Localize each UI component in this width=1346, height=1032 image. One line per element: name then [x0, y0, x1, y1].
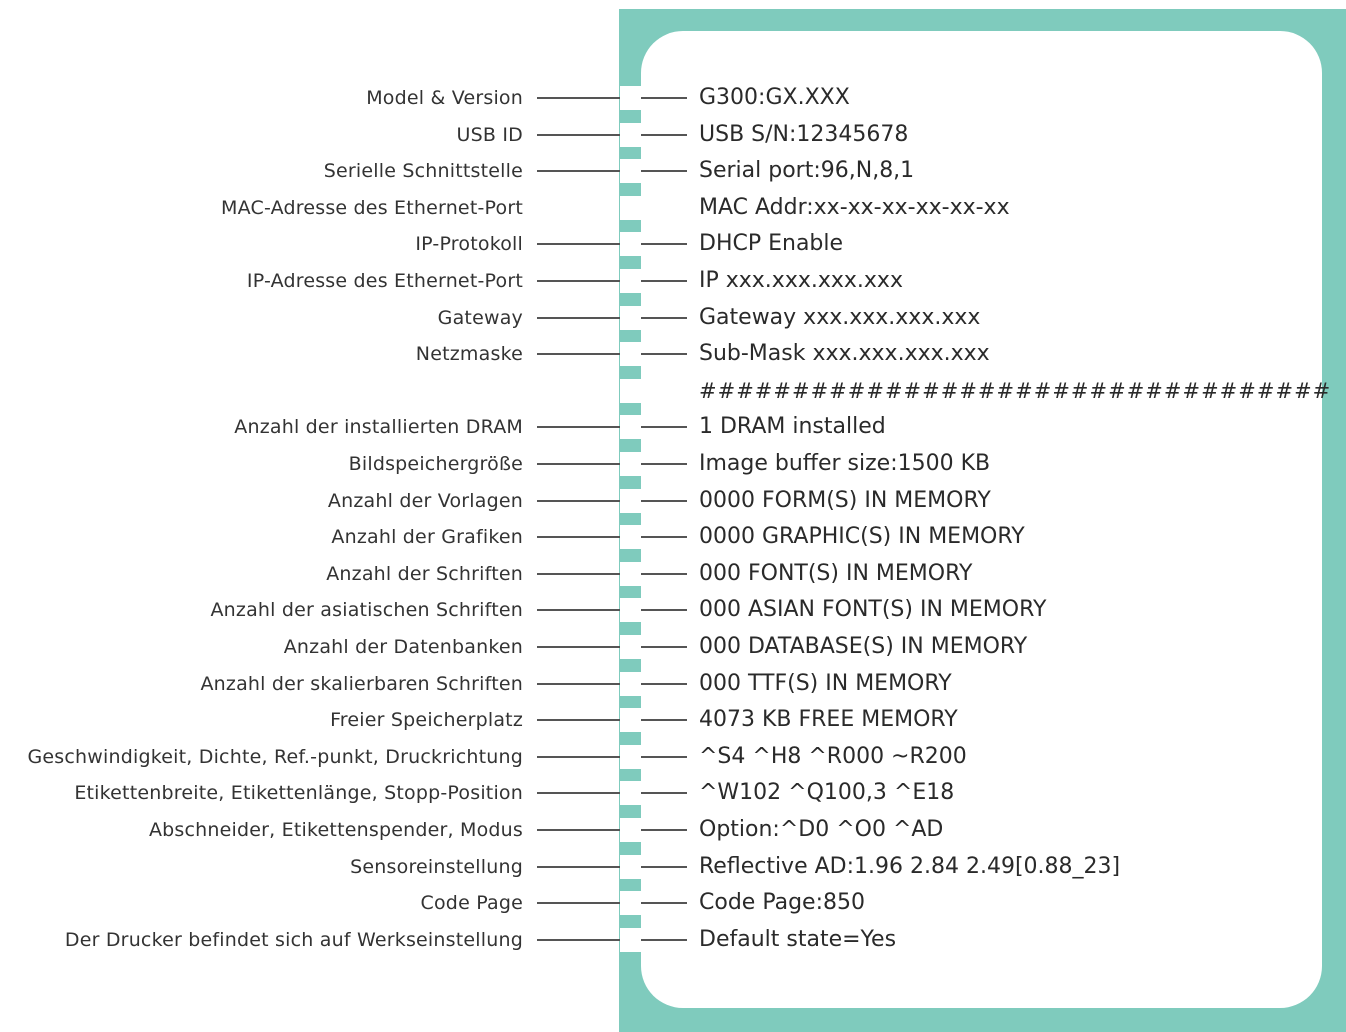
config-row: [0, 922, 1346, 958]
leader-line-right: [641, 792, 687, 794]
row-label: IP-Protokoll: [415, 233, 523, 256]
leader-line-right: [641, 939, 687, 941]
config-row: [0, 666, 1346, 702]
frame-notch: [620, 562, 641, 586]
leader-line-left: [537, 573, 620, 575]
config-row: [0, 519, 1346, 555]
leader-line-left: [537, 902, 620, 904]
frame-notch: [620, 86, 641, 110]
row-label: Anzahl der asiatischen Schriften: [210, 599, 523, 622]
row-label: USB ID: [456, 123, 523, 146]
row-value: 1 DRAM installed: [699, 414, 886, 440]
leader-line-left: [537, 500, 620, 502]
leader-line-right: [641, 353, 687, 355]
frame-notch: [620, 489, 641, 513]
leader-line-right: [641, 134, 687, 136]
row-value: 000 FONT(S) IN MEMORY: [699, 560, 973, 586]
config-row: [0, 190, 1346, 226]
row-label: Bildspeichergröße: [348, 453, 523, 475]
row-value: Gateway xxx.xxx.xxx.xxx: [699, 304, 981, 330]
leader-line-left: [537, 170, 620, 172]
config-row: [0, 300, 1346, 336]
leader-line-left: [537, 719, 620, 721]
row-value: 000 DATABASE(S) IN MEMORY: [699, 634, 1028, 659]
frame-notch: [620, 635, 641, 659]
row-value: Image buffer size:1500 KB: [699, 451, 991, 476]
row-label: Geschwindigkeit, Dichte, Ref.-punkt, Druckrichtung: [27, 745, 523, 768]
row-value: Code Page:850: [699, 890, 865, 916]
leader-line-right: [641, 719, 687, 721]
config-row: [0, 483, 1346, 519]
config-row: [0, 373, 1346, 409]
row-value: ^S4 ^H8 ^R000 ~R200: [699, 743, 967, 769]
config-row: [0, 592, 1346, 628]
config-row: [0, 446, 1346, 482]
leader-line-right: [641, 866, 687, 868]
row-value: Default state=Yes: [699, 926, 897, 952]
leader-line-left: [537, 609, 620, 611]
leader-line-right: [641, 317, 687, 319]
row-value: G300:GX.XXX: [699, 85, 850, 110]
leader-line-left: [537, 866, 620, 868]
frame-notch: [620, 379, 641, 403]
config-row: [0, 739, 1346, 775]
leader-line-left: [537, 243, 620, 245]
config-row: [0, 409, 1346, 445]
config-row: [0, 263, 1346, 299]
row-value: USB S/N:12345678: [699, 121, 909, 147]
frame-notch: [620, 415, 641, 439]
config-row: [0, 556, 1346, 592]
frame-notch: [620, 269, 641, 293]
config-row: [0, 885, 1346, 921]
row-label: Model & Version: [366, 87, 523, 109]
leader-line-left: [537, 280, 620, 282]
row-value: Reflective AD:1.96 2.84 2.49[0.88_23]: [699, 853, 1121, 879]
frame-notch: [620, 672, 641, 696]
leader-line-right: [641, 609, 687, 611]
config-row: [0, 80, 1346, 116]
leader-line-left: [537, 939, 620, 941]
frame-notch: [620, 123, 641, 147]
frame-notch: [620, 891, 641, 915]
leader-line-right: [641, 243, 687, 245]
frame-notch: [620, 928, 641, 952]
leader-line-right: [641, 573, 687, 575]
row-value: 4073 KB FREE MEMORY: [699, 707, 958, 733]
row-label: Der Drucker befindet sich auf Werkseinstellung: [64, 928, 523, 951]
config-row: [0, 702, 1346, 738]
row-label: Anzahl der installierten DRAM: [234, 416, 523, 439]
row-value: IP xxx.xxx.xxx.xxx: [699, 268, 903, 293]
row-value: Serial port:96,N,8,1: [699, 158, 915, 184]
row-value: 000 ASIAN FONT(S) IN MEMORY: [699, 597, 1047, 623]
row-label: Abschneider, Etikettenspender, Modus: [148, 819, 523, 841]
leader-line-left: [537, 792, 620, 794]
frame-notch: [620, 855, 641, 879]
frame-notch: [620, 342, 641, 366]
config-row: [0, 117, 1346, 153]
frame-notch: [620, 525, 641, 549]
row-value: 000 TTF(S) IN MEMORY: [699, 670, 952, 696]
config-row: [0, 849, 1346, 885]
row-label: Anzahl der Datenbanken: [283, 636, 523, 658]
row-label: Gateway: [437, 306, 523, 329]
leader-line-right: [641, 646, 687, 648]
config-row: [0, 226, 1346, 262]
config-row: [0, 812, 1346, 848]
row-label: Code Page: [420, 892, 523, 915]
leader-line-left: [537, 646, 620, 648]
leader-line-right: [641, 829, 687, 831]
row-label: Sensoreinstellung: [350, 855, 523, 878]
row-label: Anzahl der Vorlagen: [327, 489, 523, 512]
frame-notch: [620, 306, 641, 330]
leader-line-left: [537, 463, 620, 465]
leader-line-right: [641, 426, 687, 428]
leader-line-right: [641, 280, 687, 282]
row-value: MAC Addr:xx-xx-xx-xx-xx-xx: [699, 194, 1010, 220]
frame-notch: [620, 818, 641, 842]
config-row: [0, 775, 1346, 811]
frame-notch: [620, 781, 641, 805]
row-value: 0000 GRAPHIC(S) IN MEMORY: [699, 524, 1025, 550]
config-row: [0, 629, 1346, 665]
frame-notch: [620, 708, 641, 732]
row-value: 0000 FORM(S) IN MEMORY: [699, 487, 991, 513]
leader-line-right: [641, 170, 687, 172]
row-label: MAC-Adresse des Ethernet-Port: [221, 196, 523, 219]
row-label: Netzmaske: [415, 343, 523, 366]
row-value: DHCP Enable: [699, 231, 844, 257]
leader-line-right: [641, 902, 687, 904]
leader-line-left: [537, 353, 620, 355]
leader-line-left: [537, 134, 620, 136]
leader-line-right: [641, 500, 687, 502]
frame-notch: [620, 598, 641, 622]
row-label: Anzahl der skalierbaren Schriften: [200, 672, 523, 695]
row-value: ^W102 ^Q100,3 ^E18: [699, 780, 955, 806]
row-label: IP-Adresse des Ethernet-Port: [246, 270, 523, 292]
leader-line-left: [537, 97, 620, 99]
row-value: Sub-Mask xxx.xxx.xxx.xxx: [699, 341, 990, 367]
config-row: [0, 336, 1346, 372]
frame-notch: [620, 159, 641, 183]
frame-notch: [620, 196, 641, 220]
leader-line-left: [537, 829, 620, 831]
row-label: Anzahl der Schriften: [326, 562, 523, 585]
leader-line-left: [537, 317, 620, 319]
leader-line-right: [641, 463, 687, 465]
leader-line-left: [537, 756, 620, 758]
row-label: Freier Speicherplatz: [330, 709, 523, 732]
leader-line-right: [641, 756, 687, 758]
leader-line-left: [537, 536, 620, 538]
config-row: [0, 153, 1346, 189]
leader-line-left: [537, 683, 620, 685]
frame-notch: [620, 232, 641, 256]
frame-notch: [620, 452, 641, 476]
row-value: Option:^D0 ^O0 ^AD: [699, 817, 944, 842]
leader-line-left: [537, 426, 620, 428]
leader-line-right: [641, 536, 687, 538]
row-label: Anzahl der Grafiken: [331, 526, 523, 549]
row-value: ##################################: [699, 378, 1332, 403]
row-label: Etikettenbreite, Etikettenlänge, Stopp-Position: [74, 782, 523, 805]
leader-line-right: [641, 683, 687, 685]
leader-line-right: [641, 97, 687, 99]
row-label: Serielle Schnittstelle: [323, 160, 523, 183]
frame-notch: [620, 745, 641, 769]
